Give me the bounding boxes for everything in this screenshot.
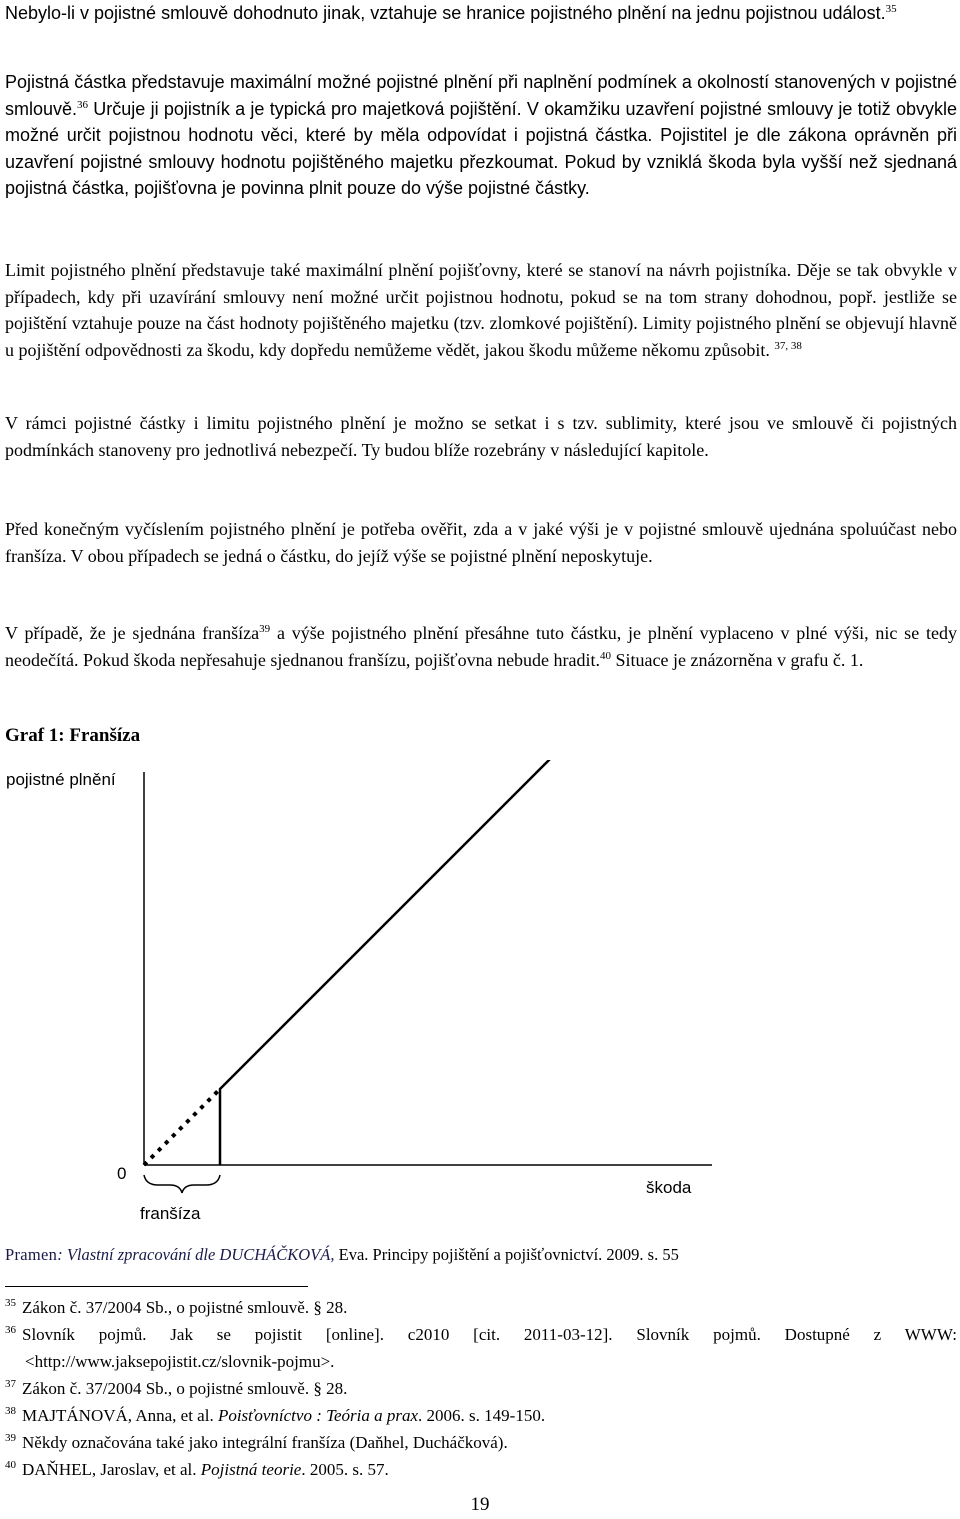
y-axis-label: pojistné plnění [6, 770, 116, 789]
figure-source [5, 1243, 679, 1267]
paragraph-6-text-c: Situace je znázorněna v grafu č. 1. [611, 649, 864, 670]
footnote-text-italic: Pojistná teorie [200, 1460, 302, 1479]
franchise-brace [144, 1175, 220, 1193]
figure-heading: Graf 1: Franšíza [5, 725, 141, 746]
footnote-number: 35 [5, 1297, 16, 1309]
footnote-text: Zákon č. 37/2004 Sb., o pojistné smlouvě. § 28. [22, 1379, 348, 1398]
footnote-number: 39 [5, 1432, 16, 1444]
footnote-ref-36[interactable]: 36 [77, 98, 89, 111]
page-number: 19 [470, 1494, 490, 1515]
x-axis-label: škoda [646, 1178, 692, 1197]
footnote-text: Zákon č. 37/2004 Sb., o pojistné smlouvě. § 28. [22, 1298, 348, 1317]
paragraph-6-text-a: V případě, že je sjednána franšíza [5, 623, 260, 643]
footnote-text-pre: DAŇHEL, Jaroslav, et al. [22, 1460, 201, 1479]
paragraph-6 [5, 620, 957, 673]
franchise-dotted-line [144, 1089, 220, 1165]
insurance-payout-line [220, 760, 737, 1165]
footnote-text: Slovník pojmů. Jak se pojistit [online]. c2010 [cit. 2011-03-12]. Slovník pojmů. Dostupné z WWW: <http://www.jaksepojistit.cz/slovnik-pojmu>. [22, 1325, 957, 1371]
source-rest: Eva. Principy pojištění a pojišťovnictví. 2009. s. 55 [334, 1245, 679, 1264]
footnote-number: 36 [5, 1324, 16, 1336]
paragraph-5-text: Před konečným vyčíslením pojistného plnění je potřeba ověřit, zda a v jaké výši je v pojistné smlouvě ujednána spoluúčast nebo franšíza. V obou případech se jedná o částku, do jejíž výše se pojistné plnění neposkytuje. [5, 519, 957, 566]
footnote-divider [5, 1286, 308, 1287]
origin-label: 0 [117, 1164, 127, 1183]
chart-marks [144, 760, 737, 1165]
paragraph-2-text-b: Určuje ji pojistník a je typická pro majetková pojištění. V okamžiku uzavření pojistné smlouvy je totiž obvykle možné určit pojistnou hodnotu věci, které by měla odpovídat i pojistná částka. Pojistitel je dle zákona oprávněn při uzavření pojistné smlouvy hodnotu pojištěného majetku přezkoumat. Pokud by vzniklá škoda byla vyšší než sjednaná pojistná částka, pojišťovna je povinna plnit pouze do výše pojistné částky. [5, 98, 957, 199]
footnote-40 [5, 1456, 957, 1483]
footnote-ref-39[interactable]: 39 [259, 623, 271, 635]
paragraph-3-text: Limit pojistného plnění představuje také maximální plnění pojišťovny, které se stanoví na návrh pojistníka. Děje se tak obvykle v případech, kdy při uzavírání smlouvy není možné určit pojistnou hodnotu, pokud se na tom strany dohodnou, popř. jestliže se pojištění vztahuje pouze na část hodnoty pojištěného majetku (tzv. zlomkové pojištění). Limity pojistného plnění se objevují hlavně u pojištění odpovědnosti za škodu, kdy dopředu nemůžeme vědět, jakou škodu můžeme někomu způsobit. [5, 260, 957, 360]
footnote-text-post: . 2005. s. 57. [301, 1460, 389, 1479]
source-italic: : Vlastní zpracování dle DUCHÁČKOVÁ, [57, 1245, 335, 1264]
footnote-text-italic: Poisťovníctvo : Teória a prax [217, 1406, 419, 1425]
source-label: Pramen [5, 1245, 58, 1264]
paragraph-6-text-b: a výše pojistného plnění přesáhne tuto částku, je plnění vyplaceno v plné výši, nic se tedy neodečítá. Pokud škoda nepřesahuje sjednanou franšízu, pojišťovna nebude hradit. [5, 623, 957, 670]
franchise-label: franšíza [140, 1204, 201, 1223]
paragraph-4 [5, 410, 957, 463]
paragraph-5 [5, 516, 957, 569]
footnote-35 [5, 1294, 957, 1321]
paragraph-1-text: Nebylo-li v pojistné smlouvě dohodnuto jinak, vztahuje se hranice pojistného plnění na jednu pojistnou událost. [5, 3, 886, 23]
franchise-chart [0, 760, 960, 1230]
paragraph-1 [5, 0, 957, 27]
footnote-number: 37 [5, 1378, 16, 1390]
footnote-text-pre: MAJTÁNOVÁ, Anna, et al. [22, 1406, 218, 1425]
footnote-39 [5, 1429, 957, 1456]
footnote-36 [5, 1321, 957, 1375]
footnote-37 [5, 1375, 957, 1402]
footnote-38 [5, 1402, 957, 1429]
paragraph-2-text-a: Pojistná částka představuje maximální možné pojistné plnění při naplnění podmínek a okolností stanovených v pojistné smlouvě. [5, 72, 957, 119]
footnote-number: 38 [5, 1405, 16, 1417]
paragraph-4-text: V rámci pojistné částky i limitu pojistného plnění je možno se setkat i s tzv. sublimity, které jsou ve smlouvě či pojistných podmínkách stanoveny pro jednotlivá nebezpečí. Ty budou blíže rozebrány v následující kapitole. [5, 413, 957, 460]
footnote-ref-40[interactable]: 40 [600, 649, 612, 662]
paragraph-2 [5, 69, 957, 202]
paragraph-3 [5, 257, 957, 363]
footnote-ref-35[interactable]: 35 [885, 3, 897, 15]
footnote-text: Někdy označována také jako integrální franšíza (Daňhel, Ducháčková). [22, 1433, 508, 1452]
footnote-ref-37-38[interactable]: 37, 38 [774, 339, 802, 352]
footnote-text-post: . 2006. s. 149-150. [418, 1406, 546, 1425]
footnote-number: 40 [5, 1459, 16, 1471]
